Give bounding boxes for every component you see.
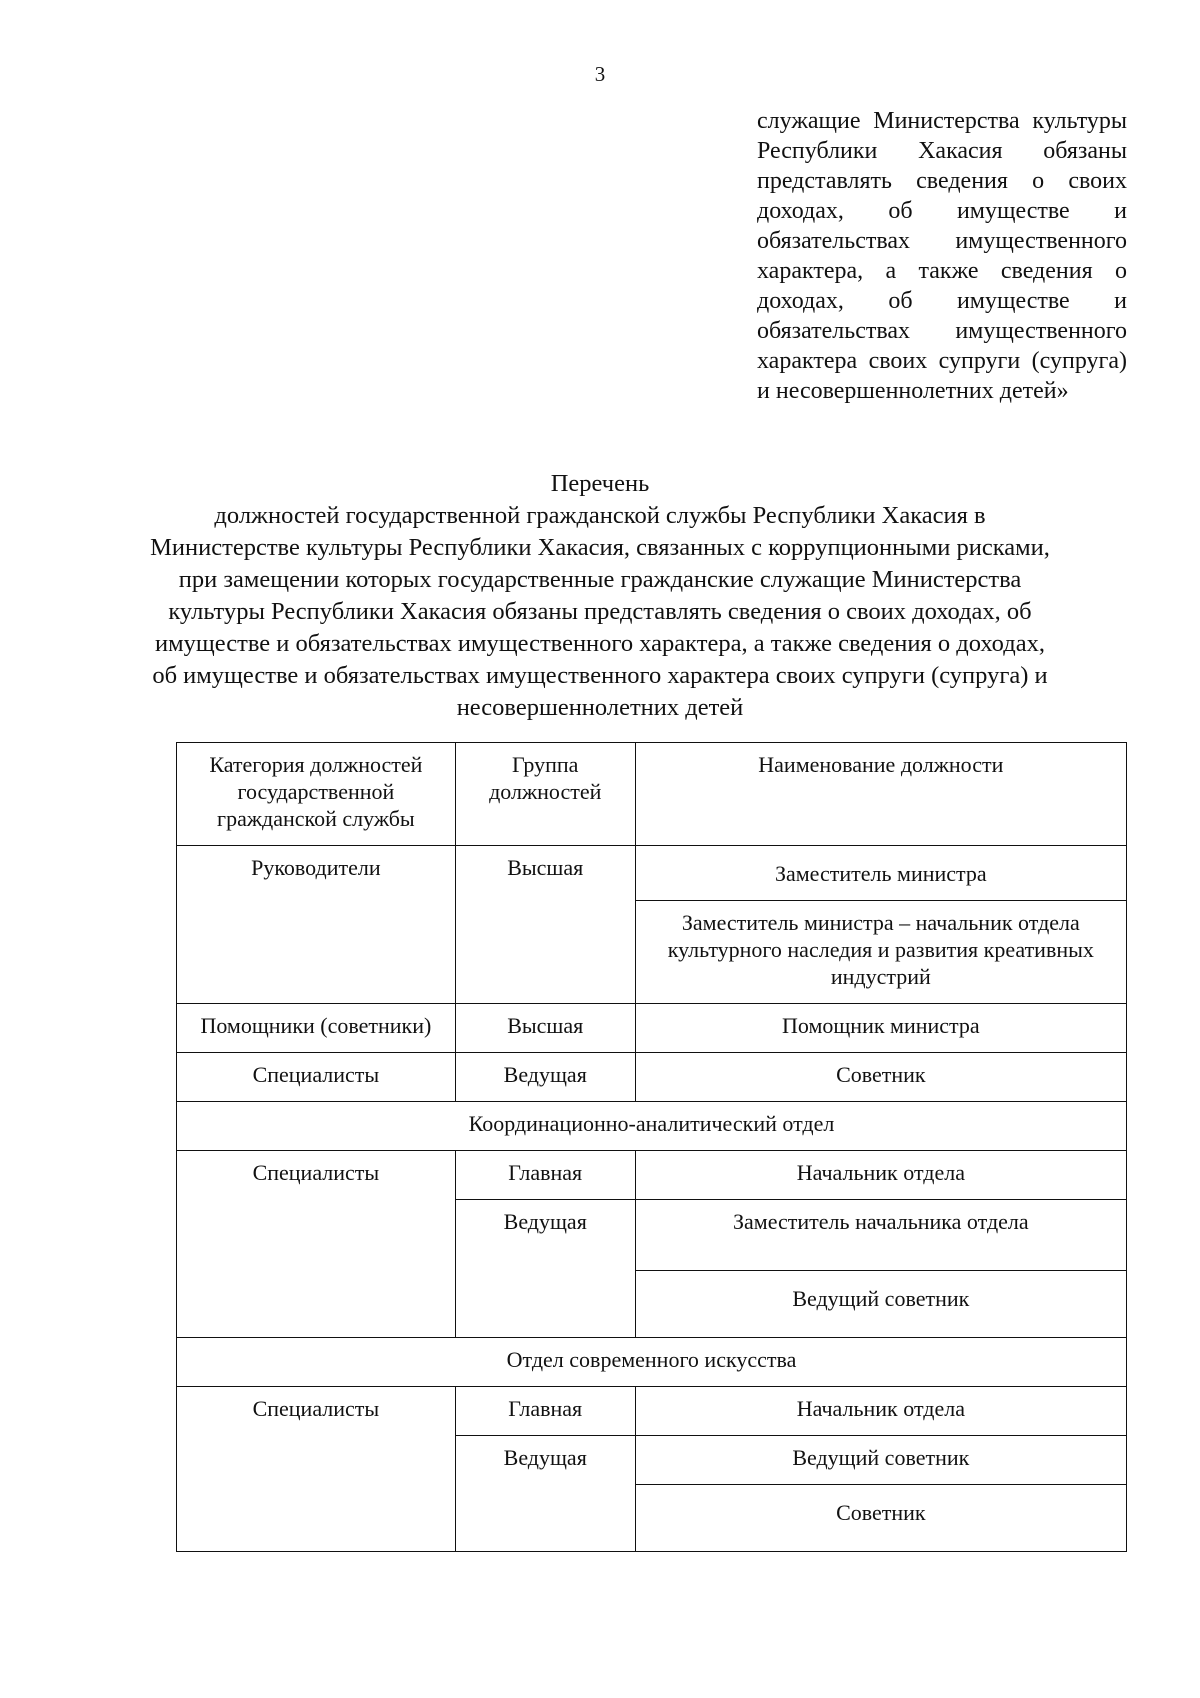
- group-cell: Ведущая: [455, 1200, 635, 1338]
- table-row: [177, 846, 1127, 901]
- table-row: [177, 1004, 1127, 1053]
- position-cell: Начальник отдела: [635, 1387, 1126, 1436]
- section-title: Отдел современного искусства: [177, 1338, 1127, 1387]
- table-row: [177, 1151, 1127, 1200]
- position-cell: Советник: [635, 1485, 1126, 1552]
- position-cell: Помощник министра: [635, 1004, 1126, 1053]
- list-heading: [150, 468, 1050, 724]
- group-cell: Главная: [455, 1151, 635, 1200]
- category-cell: Специалисты: [177, 1053, 456, 1102]
- positions-table: [176, 742, 1127, 1552]
- category-cell: Помощники (советники): [177, 1004, 456, 1053]
- group-cell: Высшая: [455, 1004, 635, 1053]
- position-cell: Ведущий советник: [635, 1436, 1126, 1485]
- group-cell: Ведущая: [455, 1053, 635, 1102]
- category-cell: Специалисты: [177, 1387, 456, 1552]
- header-position: Наименование должности: [635, 743, 1126, 846]
- section-title: Координационно-аналитический отдел: [177, 1102, 1127, 1151]
- group-cell: Ведущая: [455, 1436, 635, 1552]
- list-subtitle: должностей государственной гражданской службы Республики Хакасия в Министерстве культуры Республики Хакасия, связанных с коррупционными рисками, при замещении которых государственные гражданские служащие Министерства культуры Республики Хакасия обязаны представлять сведения о своих доходах, об имуществе и обязательствах имущественного характера, а также сведения о доходах, об имуществе и обязательствах имущественного характера своих супруги (супруга) и несовершеннолетних детей: [150, 502, 1050, 721]
- group-cell: Главная: [455, 1387, 635, 1436]
- list-title: Перечень: [550, 470, 650, 497]
- position-cell: Начальник отдела: [635, 1151, 1126, 1200]
- section-row: [177, 1102, 1127, 1151]
- intro-paragraph: служащие Министерства культуры Республики Хакасия обязаны представлять сведения о своих доходах, об имуществе и обязательствах имущественного характера, а также сведения о доходах, об имуществе и обязательствах имущественного характера своих супруги (супруга) и несовершеннолетних детей»: [757, 108, 1127, 404]
- page-number: 3: [594, 62, 606, 86]
- position-cell: Заместитель министра – начальник отдела культурного наследия и развития креативных индустрий: [635, 901, 1126, 1004]
- position-cell: Заместитель министра: [635, 846, 1126, 901]
- category-cell: Руководители: [177, 846, 456, 1004]
- header-group: Группа должностей: [455, 743, 635, 846]
- table-row: [177, 1053, 1127, 1102]
- position-cell: Советник: [635, 1053, 1126, 1102]
- position-cell: Ведущий советник: [635, 1271, 1126, 1338]
- category-cell: Специалисты: [177, 1151, 456, 1338]
- section-row: [177, 1338, 1127, 1387]
- table-header-row: [177, 743, 1127, 846]
- group-cell: Высшая: [455, 846, 635, 1004]
- table-row: [177, 1387, 1127, 1436]
- header-category: Категория должностей государственной гражданской службы: [177, 743, 456, 846]
- position-cell: Заместитель начальника отдела: [635, 1200, 1126, 1271]
